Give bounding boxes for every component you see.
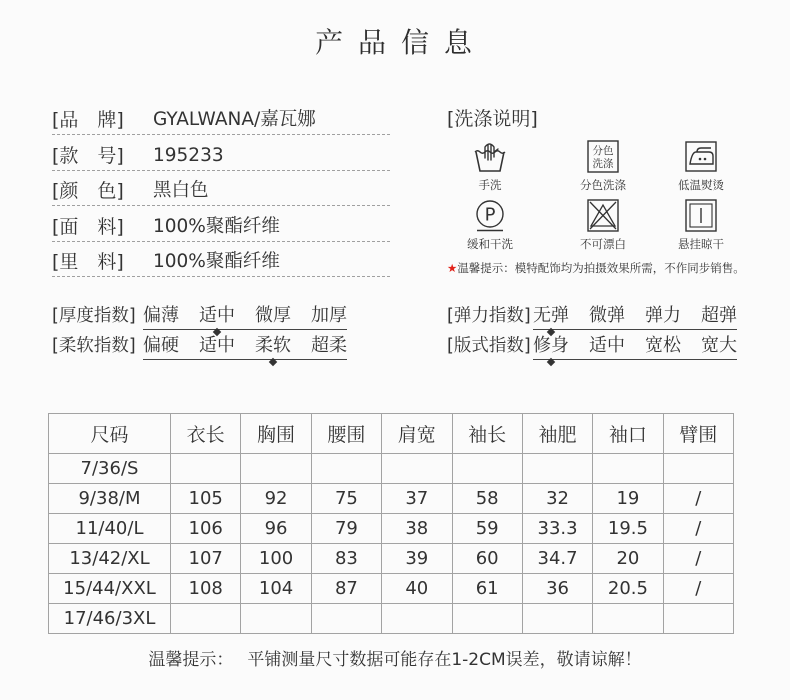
care-heading: [洗涤说明] <box>447 108 538 130</box>
care-item-hang-dry <box>656 199 746 251</box>
size-table <box>48 413 734 634</box>
table-header-cell: 袖口 <box>593 414 663 454</box>
care-item-wash-separately <box>558 140 648 192</box>
index-scale <box>143 334 347 360</box>
attribute-label: [款 号] <box>52 144 124 167</box>
elasticity-index <box>447 304 747 330</box>
table-cell: 100 <box>241 544 311 574</box>
attribute-row-brand <box>52 106 390 135</box>
index-option-label: 加厚 <box>311 305 347 326</box>
table-cell: 33.3 <box>522 514 592 544</box>
index-option-label: 偏硬 <box>143 335 179 356</box>
fit-index <box>447 334 747 360</box>
table-cell <box>593 604 663 634</box>
thickness-index <box>52 304 352 330</box>
index-option <box>199 334 235 359</box>
table-cell: 87 <box>311 574 381 604</box>
attribute-value: 100%聚酯纤维 <box>153 215 280 237</box>
index-option <box>589 334 625 359</box>
index-option <box>311 304 347 329</box>
care-item-no-bleach <box>558 199 648 251</box>
table-cell <box>663 604 733 634</box>
table-header-cell: 臂围 <box>663 414 733 454</box>
table-cell: 19.5 <box>593 514 663 544</box>
index-option-label: 微厚 <box>255 305 291 326</box>
table-cell: 79 <box>311 514 381 544</box>
attribute-row-color <box>52 177 390 206</box>
table-cell <box>311 604 381 634</box>
index-option <box>645 334 681 359</box>
index-label: [版式指数] <box>447 336 531 356</box>
table-cell: / <box>663 574 733 604</box>
table-cell: / <box>663 514 733 544</box>
table-cell: 92 <box>241 484 311 514</box>
size-label-cell: 9/38/M <box>49 484 171 514</box>
footer-label: 温馨提示： <box>148 650 234 670</box>
size-table-body <box>49 454 734 634</box>
care-item-hand-wash <box>445 140 535 192</box>
index-scale <box>533 334 737 360</box>
table-cell <box>593 454 663 484</box>
index-option <box>199 304 235 329</box>
page-title: 产 品 信 息 <box>315 26 475 59</box>
gentle-dry-clean-icon <box>473 199 507 232</box>
table-cell <box>382 454 452 484</box>
table-cell <box>382 604 452 634</box>
size-label-cell: 17/46/3XL <box>49 604 171 634</box>
table-cell: 83 <box>311 544 381 574</box>
index-option-label: 无弹 <box>533 305 569 326</box>
index-option <box>533 334 569 359</box>
notice-star: ★ <box>447 261 458 275</box>
index-option <box>533 304 569 329</box>
table-cell: 61 <box>452 574 522 604</box>
table-cell <box>241 604 311 634</box>
product-attributes <box>52 106 390 284</box>
table-cell: / <box>663 484 733 514</box>
table-cell: 36 <box>522 574 592 604</box>
selected-marker <box>547 357 555 365</box>
table-cell <box>522 604 592 634</box>
table-cell: 19 <box>593 484 663 514</box>
size-label-cell: 13/42/XL <box>49 544 171 574</box>
table-cell <box>171 604 241 634</box>
table-header-cell: 袖肥 <box>522 414 592 454</box>
table-cell: 34.7 <box>522 544 592 574</box>
table-cell: 37 <box>382 484 452 514</box>
index-option-label: 适中 <box>199 335 235 356</box>
table-row <box>49 544 734 574</box>
table-cell <box>522 454 592 484</box>
table-cell: 58 <box>452 484 522 514</box>
size-label-cell: 15/44/XXL <box>49 574 171 604</box>
size-label-cell: 11/40/L <box>49 514 171 544</box>
index-option <box>311 334 347 359</box>
hand-wash-icon <box>473 140 507 173</box>
attribute-label: [品 牌] <box>52 109 124 131</box>
table-cell: 104 <box>241 574 311 604</box>
care-label: 低温熨烫 <box>678 178 724 192</box>
table-cell <box>663 454 733 484</box>
table-header-cell: 尺码 <box>49 414 171 454</box>
size-label-cell: 7/36/S <box>49 454 171 484</box>
softness-index <box>52 334 352 360</box>
attribute-value: GYALWANA/嘉瓦娜 <box>153 109 316 130</box>
index-option-label: 偏薄 <box>143 305 179 326</box>
care-label: 悬挂晾干 <box>678 237 724 251</box>
table-row <box>49 574 734 604</box>
selected-marker <box>269 357 277 365</box>
table-cell: 59 <box>452 514 522 544</box>
table-cell: 96 <box>241 514 311 544</box>
care-label: 不可漂白 <box>580 237 626 251</box>
index-option <box>645 304 681 329</box>
care-item-gentle-dry-clean <box>445 199 535 251</box>
index-scale <box>143 304 347 330</box>
index-option-label: 宽松 <box>645 335 681 356</box>
table-cell: 106 <box>171 514 241 544</box>
index-option <box>701 304 737 329</box>
table-cell: 20 <box>593 544 663 574</box>
index-option <box>143 334 179 359</box>
table-header-row <box>49 414 734 454</box>
attribute-label: [里 料] <box>52 251 124 273</box>
index-label: [弹力指数] <box>447 306 531 326</box>
size-table-head <box>49 414 734 454</box>
table-cell <box>311 454 381 484</box>
attribute-label: [颜 色] <box>52 180 124 202</box>
index-option-label: 适中 <box>199 305 235 326</box>
table-row <box>49 454 734 484</box>
table-cell: 32 <box>522 484 592 514</box>
care-label: 分色洗涤 <box>580 178 626 192</box>
table-cell <box>452 454 522 484</box>
table-header-cell: 腰围 <box>311 414 381 454</box>
care-notice <box>447 261 745 275</box>
attribute-row-style-number <box>52 142 390 171</box>
footer-notice <box>0 648 790 672</box>
table-cell: 40 <box>382 574 452 604</box>
attribute-label: [面 料] <box>52 215 124 238</box>
attribute-row-fabric <box>52 213 390 242</box>
table-cell <box>171 454 241 484</box>
index-option-label: 宽大 <box>701 335 737 356</box>
index-label: [柔软指数] <box>52 336 136 356</box>
care-item-low-temp-iron <box>656 140 746 192</box>
index-option <box>143 304 179 329</box>
index-option-label: 柔软 <box>255 335 291 356</box>
table-cell: 60 <box>452 544 522 574</box>
table-cell: 107 <box>171 544 241 574</box>
notice-text: 温馨提示：模特配饰均为拍摄效果所需，不作同步销售。 <box>457 261 745 275</box>
index-option-label: 修身 <box>533 335 569 356</box>
table-cell <box>452 604 522 634</box>
icon-text-letter: P <box>484 204 496 226</box>
table-cell <box>241 454 311 484</box>
table-header-cell: 胸围 <box>241 414 311 454</box>
no-bleach-icon <box>586 199 620 232</box>
table-cell: 20.5 <box>593 574 663 604</box>
wash-separately-icon <box>586 140 620 173</box>
index-option-label: 超柔 <box>311 335 347 356</box>
icon-text-line: 洗涤 <box>592 158 614 170</box>
table-cell: / <box>663 544 733 574</box>
attribute-row-lining <box>52 248 390 277</box>
index-option-label: 微弹 <box>589 305 625 326</box>
index-option-label: 弹力 <box>645 305 681 326</box>
index-option-label: 超弹 <box>701 305 737 326</box>
index-label: [厚度指数] <box>52 306 136 326</box>
index-option <box>701 334 737 359</box>
attribute-value: 100%聚酯纤维 <box>153 251 280 272</box>
attribute-value: 黑白色 <box>153 180 209 201</box>
table-cell: 39 <box>382 544 452 574</box>
index-option-label: 适中 <box>589 335 625 356</box>
index-option <box>255 304 291 329</box>
hang-dry-icon <box>684 199 718 232</box>
low-temp-iron-icon <box>684 140 718 173</box>
table-row <box>49 604 734 634</box>
attribute-value: 195233 <box>153 144 224 166</box>
index-scale <box>533 304 737 330</box>
table-cell: 75 <box>311 484 381 514</box>
table-row <box>49 514 734 544</box>
table-row <box>49 484 734 514</box>
care-label: 手洗 <box>478 178 502 192</box>
index-option <box>255 334 291 359</box>
table-header-cell: 袖长 <box>452 414 522 454</box>
index-option <box>589 304 625 329</box>
table-cell: 108 <box>171 574 241 604</box>
table-cell: 105 <box>171 484 241 514</box>
table-header-cell: 肩宽 <box>382 414 452 454</box>
footer-text: 平铺测量尺寸数据可能存在1-2CM误差，敬请谅解！ <box>247 650 642 670</box>
care-label: 缓和干洗 <box>467 237 513 251</box>
table-header-cell: 衣长 <box>171 414 241 454</box>
icon-text-line: 分色 <box>592 145 614 157</box>
table-cell: 38 <box>382 514 452 544</box>
